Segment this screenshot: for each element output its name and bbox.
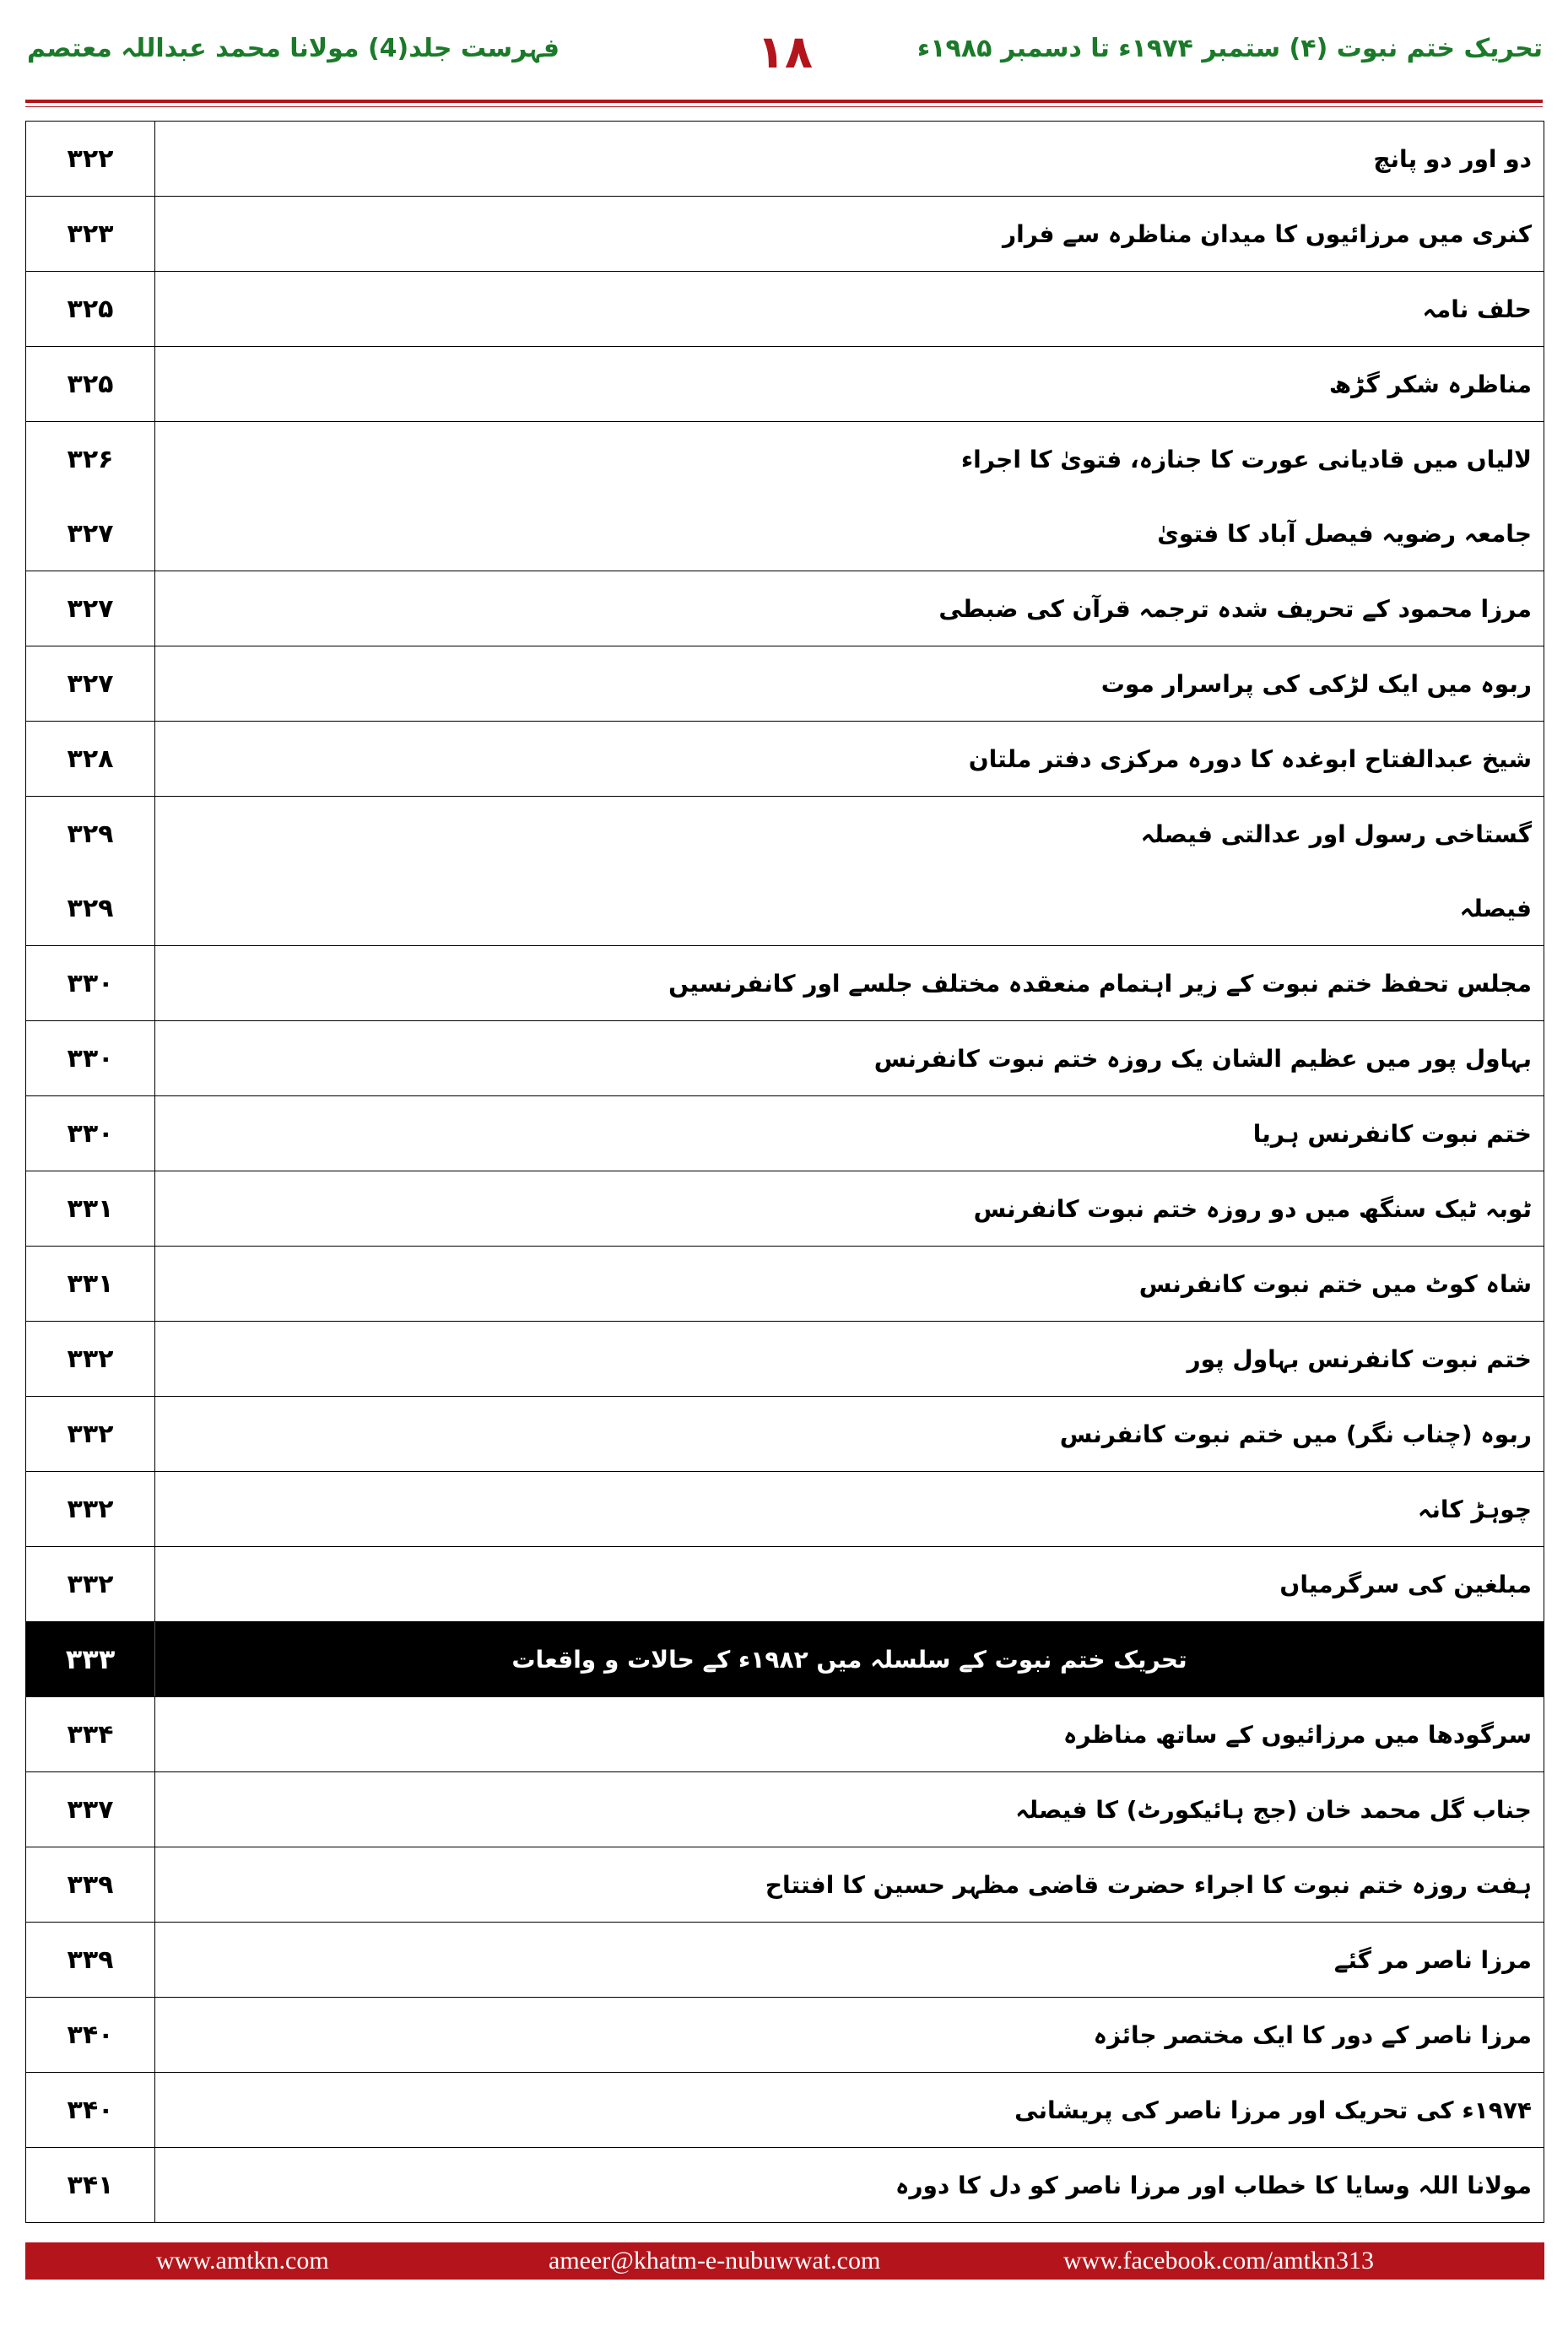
toc-page-number: ۳۲۷: [26, 646, 155, 721]
toc-entry-title: شیخ عبدالفتاح ابوغدہ کا دورہ مرکزی دفتر ملتان: [968, 744, 1532, 773]
footer-facebook-link[interactable]: www.facebook.com/amtkn313: [1063, 2247, 1374, 2274]
toc-entry-title: کنری میں مرزائیوں کا میدان مناظرہ سے فرار: [1003, 219, 1532, 248]
toc-page-number: ۳۳۲: [26, 1397, 155, 1471]
toc-page-number: ۳۲۵: [26, 347, 155, 421]
toc-row: [25, 1171, 1544, 1246]
toc-page-number: ۳۲۲: [26, 122, 155, 196]
toc-page-number: ۳۳۴: [26, 1697, 155, 1771]
toc-entry-title: سرگودھا میں مرزائیوں کے ساتھ مناظرہ: [1062, 1720, 1532, 1749]
toc-page-number: ۳۳۰: [26, 1021, 155, 1095]
toc-entry-title: مجلس تحفظ ختم نبوت کے زیر اہتمام منعقدہ مختلف جلسے اور کانفرنسیں: [668, 969, 1532, 998]
toc-page-number: ۳۲۷: [26, 571, 155, 646]
toc-row: [25, 1246, 1544, 1321]
toc-row: [25, 571, 1544, 646]
toc-row: [25, 1471, 1544, 1546]
toc-page-number: ۳۳۱: [26, 1171, 155, 1246]
toc-row: [25, 2072, 1544, 2147]
toc-row: [25, 346, 1544, 421]
toc-entry-title: مرزا ناصر مر گئے: [1333, 1945, 1532, 1974]
toc-page-number: ۳۴۰: [26, 2073, 155, 2147]
toc-page-number: ۳۲۸: [26, 722, 155, 796]
toc-row: [25, 421, 1544, 496]
toc-entry-title: جناب گل محمد خان (جج ہائیکورٹ) کا فیصلہ: [1015, 1795, 1532, 1824]
footer-website-link[interactable]: www.amtkn.com: [156, 2247, 329, 2274]
header-book-title: تحریک ختم نبوت (۴) ستمبر ۱۹۷۴ء تا دسمبر ۱۹۸۵ء: [916, 34, 1543, 63]
toc-row: [25, 1095, 1544, 1171]
toc-entry-title: دو اور دو پانچ: [1373, 144, 1532, 173]
toc-page-number: ۳۲۶: [26, 422, 155, 496]
header-volume-title: فہرست جلد(4) مولانا محمد عبداللہ معتصم: [27, 34, 560, 63]
toc-entry-title: فیصلہ: [1459, 894, 1532, 922]
toc-row: [25, 2147, 1544, 2223]
toc-row: [25, 721, 1544, 796]
page-footer: [25, 2242, 1544, 2280]
toc-row: [25, 1546, 1544, 1621]
toc-entry-title: ختم نبوت کانفرنس بہاول پور: [1187, 1344, 1532, 1373]
toc-row: [25, 1696, 1544, 1771]
table-of-contents: [25, 121, 1544, 2223]
toc-entry-title: شاہ کوٹ میں ختم نبوت کانفرنس: [1138, 1269, 1532, 1298]
footer-email-link[interactable]: ameer@khatm-e-nubuwwat.com: [549, 2247, 881, 2274]
toc-page-number: ۳۴۰: [26, 1998, 155, 2072]
toc-entry-title: ہفت روزہ ختم نبوت کا اجراء حضرت قاضی مظہر حسین کا افتتاح: [765, 1870, 1532, 1899]
toc-entry-title: ربوہ (چناب نگر) میں ختم نبوت کانفرنس: [1059, 1420, 1532, 1448]
header-rule-thin: [25, 106, 1543, 107]
toc-row: [25, 1321, 1544, 1396]
toc-page-number: ۳۳۷: [26, 1772, 155, 1847]
toc-page-number: ۳۳۳: [26, 1622, 155, 1696]
toc-entry-title: ٹوبہ ٹیک سنگھ میں دو روزہ ختم نبوت کانفرنس: [973, 1194, 1532, 1223]
toc-entry-title: چوہڑ کانہ: [1417, 1495, 1532, 1523]
toc-page-number: ۳۳۲: [26, 1547, 155, 1621]
toc-row: [25, 1396, 1544, 1471]
toc-entry-title: جامعہ رضویہ فیصل آباد کا فتویٰ: [1157, 519, 1532, 548]
page-number: ۱۸: [757, 25, 813, 78]
toc-entry-title: حلف نامہ: [1422, 295, 1532, 323]
toc-entry-title: مبلغین کی سرگرمیاں: [1279, 1570, 1532, 1598]
toc-row: [25, 196, 1544, 271]
toc-entry-title: ربوہ میں ایک لڑکی کی پراسرار موت: [1100, 669, 1532, 698]
toc-page-number: ۳۴۱: [26, 2148, 155, 2222]
toc-entry-title: لالیاں میں قادیانی عورت کا جنازہ، فتویٰ کا اجراء: [960, 445, 1532, 473]
toc-row: [25, 871, 1544, 945]
toc-row: [25, 1997, 1544, 2072]
toc-entry-title: مولانا اللہ وسایا کا خطاب اور مرزا ناصر کو دل کا دورہ: [895, 2171, 1532, 2199]
toc-entry-title: مرزا محمود کے تحریف شدہ ترجمہ قرآن کی ضبطی: [938, 594, 1532, 623]
toc-section-title: تحریک ختم نبوت کے سلسلہ میں ۱۹۸۲ء کے حالات و واقعات: [511, 1645, 1187, 1674]
toc-section-heading: [25, 1621, 1544, 1696]
toc-entry-title: گستاخی رسول اور عدالتی فیصلہ: [1140, 819, 1532, 848]
toc-row: [25, 121, 1544, 196]
toc-row: [25, 796, 1544, 871]
toc-page-number: ۳۳۱: [26, 1247, 155, 1321]
toc-row: [25, 1847, 1544, 1922]
toc-page-number: ۳۳۹: [26, 1847, 155, 1922]
toc-page-number: ۳۳۲: [26, 1322, 155, 1396]
toc-page-number: ۳۳۰: [26, 1096, 155, 1171]
toc-row: [25, 496, 1544, 571]
toc-page-number: ۳۲۹: [26, 797, 155, 871]
toc-page-number: ۳۲۷: [26, 496, 155, 571]
toc-row: [25, 1020, 1544, 1095]
toc-entry-title: بہاول پور میں عظیم الشان یک روزہ ختم نبوت کانفرنس: [873, 1044, 1532, 1073]
toc-row: [25, 1771, 1544, 1847]
toc-row: [25, 271, 1544, 346]
toc-page-number: ۳۳۹: [26, 1923, 155, 1997]
toc-page-number: ۳۲۹: [26, 871, 155, 945]
toc-page-number: ۳۳۲: [26, 1472, 155, 1546]
toc-row: [25, 646, 1544, 721]
header-rule-thick: [25, 100, 1543, 103]
page-header: [0, 0, 1568, 101]
toc-entry-title: مناظرہ شکر گڑھ: [1328, 370, 1532, 398]
toc-page-number: ۳۲۵: [26, 272, 155, 346]
toc-entry-title: ختم نبوت کانفرنس ہریا: [1252, 1119, 1532, 1148]
toc-page-number: ۳۲۳: [26, 197, 155, 271]
toc-row: [25, 1922, 1544, 1997]
toc-entry-title: ۱۹۷۴ء کی تحریک اور مرزا ناصر کی پریشانی: [1014, 2096, 1532, 2124]
toc-entry-title: مرزا ناصر کے دور کا ایک مختصر جائزہ: [1093, 2020, 1532, 2049]
toc-row: [25, 945, 1544, 1020]
toc-page-number: ۳۳۰: [26, 946, 155, 1020]
